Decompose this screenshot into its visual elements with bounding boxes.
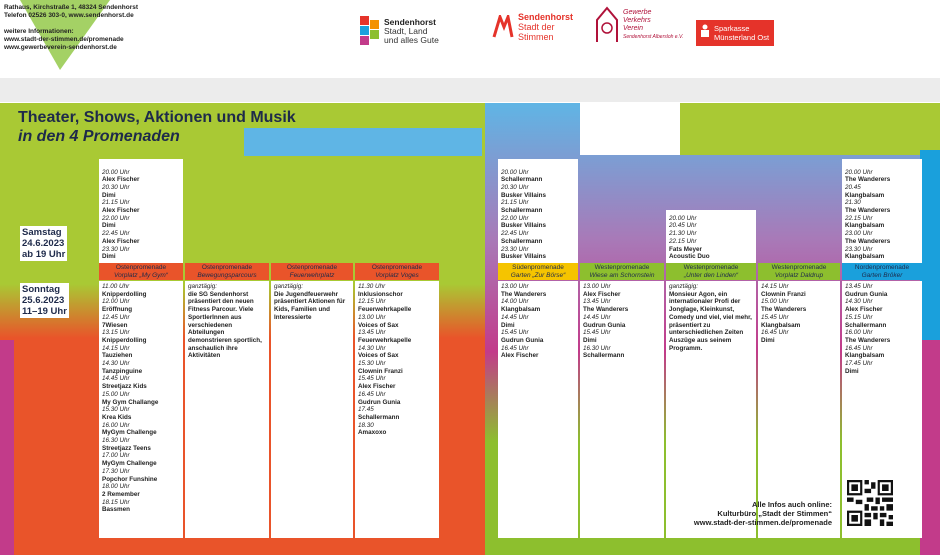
promenade-location: Vorplatz „My Gym“ — [114, 271, 168, 279]
schedule-act: Klangbalsam — [845, 352, 885, 360]
schedule-time: 14.45 Uhr — [583, 313, 611, 321]
schedule-time: 22.00 Uhr — [102, 214, 130, 222]
schedule-act: Busker Villains — [501, 222, 547, 230]
schedule-time: 23.30 Uhr — [102, 245, 130, 253]
day-time: ab 19 Uhr — [22, 249, 66, 260]
schedule-time: 18.30 — [358, 421, 374, 429]
schedule-time: 22.00 Uhr — [501, 214, 529, 222]
logo-sparkasse — [696, 20, 774, 46]
promenade-location: Wiese am Schornstein — [589, 271, 655, 279]
schedule-act: Gudrun Gunia — [845, 290, 888, 298]
schedule-sunday-garten-zur-boerse — [498, 281, 578, 538]
promenade-header — [99, 263, 183, 280]
promenade-location: Vorplatz Daldrup — [774, 271, 824, 279]
schedule-time: 12.15 Uhr — [358, 298, 386, 306]
schedule-sunday-vorplatz-voges — [355, 281, 439, 538]
promenade-location: Vorplatz Voges — [375, 271, 419, 279]
schedule-act: Acoustic Duo — [669, 253, 710, 261]
schedule-act: Schallermann — [845, 321, 887, 329]
schedule-time: 18.00 Uhr — [102, 483, 130, 491]
address-line: Rathaus, Kirchstraße 1, 48324 Sendenhorst — [4, 4, 139, 11]
promenade-name: Ostenpromenade — [201, 264, 253, 271]
info-link[interactable]: www.stadt-der-stimmen.de/promenade — [693, 518, 832, 527]
promenade-header — [271, 263, 353, 280]
promenade-name: Westenpromenade — [771, 264, 827, 271]
schedule-time: 15.45 Uhr — [358, 375, 386, 383]
schedule-act: Voices of Sax — [358, 321, 399, 329]
schedule-time: 22.45 Uhr — [102, 230, 130, 238]
schedule-time: ganztägig: — [669, 283, 699, 290]
schedule-act: Tanzpinguine — [102, 367, 143, 375]
header-area — [0, 0, 940, 78]
schedule-time: 20.45 — [845, 183, 861, 191]
logo-text: Münsterland Ost — [714, 33, 770, 42]
address-block — [4, 4, 138, 52]
schedule-time: 14.30 Uhr — [845, 298, 873, 306]
page-title — [18, 108, 296, 146]
schedule-act: Alex Fischer — [102, 207, 140, 215]
schedule-act: Dimi — [102, 191, 116, 199]
schedule-act: Klangbalsam — [845, 222, 885, 230]
day-date: 25.6.2023 — [22, 295, 65, 306]
schedule-time: 16.30 Uhr — [583, 344, 611, 352]
promenade-header — [185, 263, 269, 280]
schedule-time: 13.45 Uhr — [583, 298, 611, 306]
schedule-time: 16.45 Uhr — [358, 390, 386, 398]
schedule-act: The Wanderers — [845, 237, 891, 245]
info-link-gewerbeverein[interactable]: www.gewerbeverein-sendenhorst.de — [4, 44, 117, 51]
schedule-act: Klangbalsam — [761, 321, 801, 329]
day-name: Sonntag — [22, 284, 60, 295]
day-date: 24.6.2023 — [22, 238, 65, 249]
online-info — [676, 500, 832, 527]
schedule-time: 12.45 Uhr — [102, 313, 130, 321]
logo-tag: Stimmen — [518, 32, 554, 42]
schedule-sunday-feuerwehrplatz — [271, 281, 353, 538]
logo-text: Verein — [623, 25, 643, 32]
schedule-act: Gudrun Gunia — [501, 336, 544, 344]
schedule-act: Clownin Franzi — [761, 290, 806, 298]
title-line: Theater, Shows, Aktionen und Musik — [18, 109, 296, 126]
promenade-header — [498, 263, 578, 280]
schedule-time: ganztägig: — [188, 283, 218, 290]
info-heading: weitere Informationen: — [4, 28, 74, 35]
day-label-sunday — [20, 283, 69, 318]
promenade-header — [580, 263, 664, 280]
schedule-act: MyGym Challenge — [102, 429, 157, 437]
background-right-magenta — [920, 340, 940, 555]
schedule-act: My Gym Challange — [102, 398, 159, 406]
schedule-time: 21.15 Uhr — [102, 199, 130, 207]
schedule-time: 21.30 — [845, 199, 861, 207]
schedule-act: Alex Fischer — [358, 383, 396, 391]
schedule-act: Clownin Franzi — [358, 367, 403, 375]
schedule-time: 20.00 Uhr — [845, 168, 873, 176]
schedule-act: Streetjazz Teens — [102, 444, 151, 452]
schedule-act: Alex Fischer — [501, 352, 539, 360]
schedule-act: Schallermann — [501, 176, 543, 184]
schedule-time: 18.15 Uhr — [102, 498, 130, 506]
schedule-act: Popchor Funshine — [102, 475, 158, 483]
day-time: 11–19 Uhr — [22, 306, 67, 317]
schedule-time: 15.30 Uhr — [358, 360, 386, 368]
schedule-sunday-bewegungsparcours — [185, 281, 269, 538]
schedule-act: Dimi — [501, 321, 515, 329]
promenade-header — [758, 263, 840, 280]
schedule-time: 13.45 Uhr — [358, 329, 386, 337]
schedule-time: 15.00 Uhr — [761, 298, 789, 306]
schedule-sunday-vorplatz-mygym — [99, 281, 183, 538]
schedule-act: The Wanderers — [845, 176, 891, 184]
schedule-act: Dimi — [761, 336, 775, 344]
promenade-location: Bewegungsparcours — [197, 271, 257, 279]
schedule-act: Dimi — [102, 253, 116, 261]
promenade-location: Garten „Zur Börse“ — [510, 271, 566, 279]
schedule-time: 15.00 Uhr — [102, 390, 130, 398]
schedule-act: Alex Fischer — [845, 306, 883, 314]
schedule-act: 2 Remember — [102, 490, 140, 498]
schedule-act: Busker Villains — [501, 191, 547, 199]
phone-line: Telefon 02526 303-0, www.sendenhorst.de — [4, 12, 134, 19]
logo-tag: und alles Gute — [384, 34, 439, 45]
schedule-act: Busker Villains — [501, 253, 547, 261]
schedule-time: 15.30 Uhr — [102, 406, 130, 414]
schedule-time: 22.45 Uhr — [501, 230, 529, 238]
schedule-act: Bassmen — [102, 506, 131, 514]
schedule-time: 22.15 Uhr — [845, 214, 873, 222]
schedule-time: 20.00 Uhr — [501, 168, 529, 176]
title-subline: in den 4 Promenaden — [18, 128, 180, 145]
schedule-act: Klangbalsam — [845, 253, 885, 261]
background-green-band — [680, 103, 940, 155]
schedule-act: Gudrun Gunia — [583, 321, 626, 329]
schedule-time: 16.00 Uhr — [845, 329, 873, 337]
schedule-time: 14.00 Uhr — [501, 298, 529, 306]
schedule-saturday-vorplatz-mygym — [99, 159, 183, 263]
schedule-act: The Wanderers — [845, 207, 891, 215]
gewerbeverein-mark-icon — [595, 6, 619, 44]
schedule-time: 14.15 Uhr — [761, 283, 789, 290]
schedule-act: 7Wiesen — [102, 321, 128, 329]
schedule-saturday-unter-den-linden — [666, 210, 756, 263]
schedule-time: 16.45 Uhr — [761, 329, 789, 337]
logo-name: Sendenhorst — [384, 16, 436, 27]
day-name: Samstag — [22, 227, 62, 238]
schedule-time: 20.00 Uhr — [102, 168, 130, 176]
schedule-act: Klangbalsam — [501, 306, 541, 314]
schedule-act: Alex Fischer — [102, 237, 140, 245]
schedule-act: Klangbalsam — [845, 191, 885, 199]
schedule-time: 22.15 Uhr — [669, 237, 697, 245]
stimmen-mark-icon — [492, 15, 514, 39]
schedule-time: 12.00 Uhr — [102, 298, 130, 306]
schedule-time: 14.30 Uhr — [358, 344, 386, 352]
schedule-time: 20.00 Uhr — [669, 214, 697, 222]
schedule-time: 16.00 Uhr — [102, 421, 130, 429]
schedule-act: Dimi — [845, 367, 859, 375]
schedule-description: die SG Sendenhorst präsentiert den neuen Fitness Parcour. Viele SportlerInnen aus verschiedenen Abteilungen demonstrieren sportlich, anschaulich ihre Aktivitäten — [188, 290, 262, 360]
schedule-time: 23.30 Uhr — [501, 245, 529, 253]
schedule-time: ganztägig: — [274, 283, 304, 290]
schedule-act: Voices of Sax — [358, 352, 399, 360]
schedule-time: 20.45 Uhr — [669, 222, 697, 230]
schedule-time: 20.30 Uhr — [102, 183, 130, 191]
schedule-time: 23.00 Uhr — [845, 230, 873, 238]
schedule-time: 14.45 Uhr — [102, 375, 130, 383]
schedule-time: 21.30 Uhr — [669, 230, 697, 238]
schedule-time: 15.45 Uhr — [583, 329, 611, 337]
logo-tag: Stadt, Land — [384, 25, 428, 36]
schedule-saturday-garten-broeker — [842, 159, 922, 263]
promenade-location: Garten Bröker — [861, 271, 903, 279]
schedule-saturday-garten-zur-boerse — [498, 159, 578, 263]
schedule-time: 11.00 Uhr — [102, 283, 130, 290]
schedule-time: 21.15 Uhr — [501, 199, 529, 207]
logo-stadt-der-stimmen — [492, 12, 573, 42]
info-line: Alle Infos auch online: — [751, 500, 832, 509]
schedule-act: Dimi — [583, 336, 597, 344]
schedule-time: 13.00 Uhr — [501, 283, 529, 290]
schedule-time: 15.45 Uhr — [761, 313, 789, 321]
schedule-act: Knipperdolling — [102, 290, 147, 298]
logo-text: Sendenhorst Albersloh e.V. — [623, 34, 684, 40]
schedule-act: Feuerwehrkapelle — [358, 306, 412, 314]
schedule-sunday-wiese-am-schornstein — [580, 281, 664, 538]
promenade-location: Feuerwehrplatz — [289, 271, 335, 279]
promenade-name: Südenpromenade — [512, 264, 564, 271]
schedule-act: Streetjazz Kids — [102, 383, 147, 391]
logo-text: Verkehrs — [623, 17, 651, 24]
promenade-header — [666, 263, 756, 280]
info-line: Kulturbüro „Stadt der Stimmen“ — [717, 509, 832, 518]
schedule-act: Fats Meyer — [669, 245, 702, 253]
schedule-time: 13.00 Uhr — [583, 283, 611, 290]
schedule-time: 16.45 Uhr — [501, 344, 529, 352]
promenade-name: Nordenpromenade — [854, 264, 910, 271]
schedule-act: The Wanderers — [583, 306, 629, 314]
logo-sendenhorst — [360, 16, 439, 46]
schedule-act: Dimi — [102, 222, 116, 230]
schedule-act: MyGym Challenge — [102, 460, 157, 468]
schedule-act: Alex Fischer — [102, 176, 140, 184]
logo-name: Sendenhorst — [518, 12, 574, 22]
schedule-act: Schallermann — [501, 207, 543, 215]
schedule-time: 14.45 Uhr — [501, 313, 529, 321]
schedule-time: 13.45 Uhr — [845, 283, 873, 290]
schedule-time: 17.30 Uhr — [102, 467, 130, 475]
schedule-act: The Wanderers — [845, 336, 891, 344]
schedule-act: The Wanderers — [501, 290, 547, 298]
background-white-notch — [580, 103, 680, 155]
schedule-time: 11.30 Uhr — [358, 283, 386, 290]
logo-text: Gewerbe — [623, 9, 652, 16]
sendenhorst-mark-icon — [360, 16, 380, 46]
schedule-act: Amaxoxo — [358, 429, 387, 437]
info-link-promenade[interactable]: www.stadt-der-stimmen.de/promenade — [4, 36, 124, 43]
schedule-act: Knipperdolling — [102, 336, 147, 344]
promenade-name: Ostenpromenade — [286, 264, 338, 271]
background-right-blue — [920, 150, 940, 340]
promenade-name: Ostenpromenade — [115, 264, 167, 271]
day-label-saturday — [20, 226, 67, 261]
schedule-act: The Wanderers — [761, 306, 807, 314]
schedule-act: Feuerwehrkapelle — [358, 336, 412, 344]
promenade-name: Ostenpromenade — [371, 264, 423, 271]
schedule-description: Monsieur Agon, ein internationaler Profi der Jonglage, Kleinkunst, Comedy und viel, viel mehr, präsentiert zu unterschiedlichen Zeiten Auszüge aus seinem Programm. — [669, 290, 752, 352]
schedule-act: Tauziehen — [102, 352, 133, 360]
background-magenta-strip — [0, 340, 14, 555]
promenade-header — [842, 263, 922, 280]
promenade-name: Westenpromenade — [594, 264, 650, 271]
logo-gewerbeverein — [595, 6, 683, 44]
schedule-time: 17.45 Uhr — [845, 360, 873, 368]
schedule-time: 15.45 Uhr — [501, 329, 529, 337]
schedule-act: Schallermann — [501, 237, 543, 245]
schedule-time: 20.30 Uhr — [501, 183, 529, 191]
schedule-time: 17.45 — [358, 406, 374, 414]
logo-tag: Stadt der — [518, 22, 555, 32]
schedule-act: Schallermann — [583, 352, 625, 360]
schedule-time: 16.45 Uhr — [845, 344, 873, 352]
schedule-time: 13.00 Uhr — [358, 313, 386, 321]
schedule-time: 14.15 Uhr — [102, 344, 130, 352]
schedule-time: 23.30 Uhr — [845, 245, 873, 253]
schedule-time: 14.30 Uhr — [102, 360, 130, 368]
schedule-act: Schallermann — [358, 413, 400, 421]
schedule-act: Krea Kids — [102, 413, 132, 421]
grey-band — [0, 78, 940, 102]
schedule-time: 17.00 Uhr — [102, 452, 130, 460]
sparkasse-s-icon — [700, 24, 710, 38]
schedule-act: Gudrun Gunia — [358, 398, 401, 406]
schedule-act: Inklusionschor — [358, 290, 403, 298]
schedule-description: Die Jugendfeuerwehr präsentiert Aktionen für Kids, Familien und Interessierte — [274, 290, 346, 321]
logo-text: Sparkasse — [714, 24, 750, 33]
promenade-location: „Unter den Linden“ — [683, 271, 739, 279]
promenade-name: Westenpromenade — [683, 264, 739, 271]
schedule-time: 15.15 Uhr — [845, 313, 873, 321]
schedule-act: Eröffnung — [102, 306, 133, 314]
schedule-act: Alex Fischer — [583, 290, 621, 298]
promenade-header — [355, 263, 439, 280]
schedule-time: 13.15 Uhr — [102, 329, 130, 337]
schedule-time: 16.30 Uhr — [102, 437, 130, 445]
qr-code-icon[interactable] — [847, 480, 893, 526]
